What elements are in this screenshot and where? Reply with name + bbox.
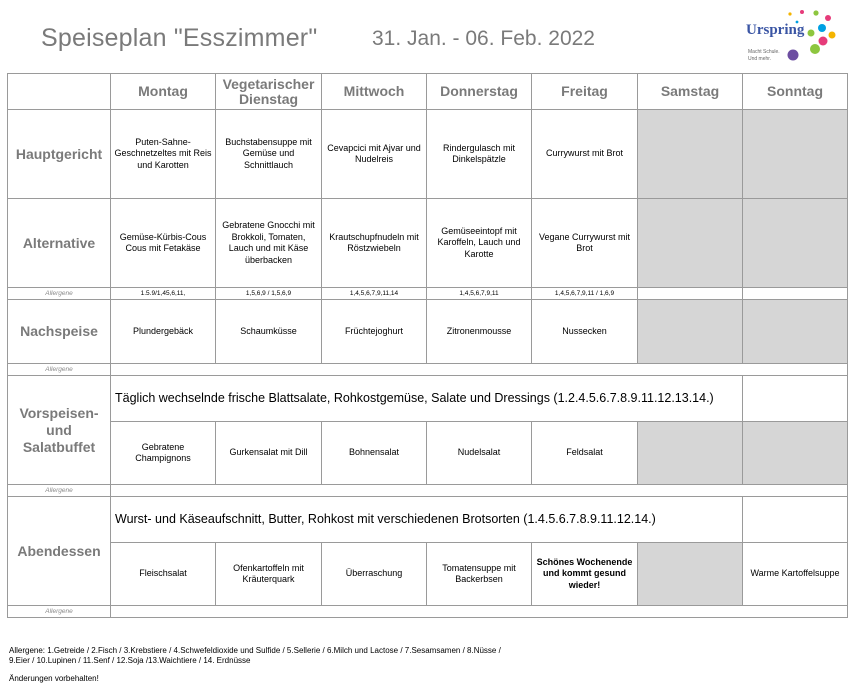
page-title: Speiseplan "Esszimmer": [41, 24, 318, 52]
menu-table: [7, 73, 848, 618]
urspring-logo: [742, 8, 838, 64]
empty-cell: [743, 497, 848, 543]
meal-cell: Plundergebäck: [111, 300, 216, 364]
day-header-monday: Montag: [111, 74, 216, 110]
meal-cell: Schaumküsse: [216, 300, 322, 364]
alternative-row: [8, 199, 848, 288]
weekend-cell: [743, 422, 848, 485]
meal-cell: Vegane Currywurst mit Brot: [532, 199, 638, 288]
meal-cell: Cevapcici mit Ajvar und Nudelreis: [322, 110, 427, 199]
day-header-sunday: Sonntag: [743, 74, 848, 110]
abendessen-daily-row: [8, 497, 848, 543]
meal-cell: Puten-Sahne-Geschnetzeltes mit Reis und Karotten: [111, 110, 216, 199]
weekend-cell: [638, 543, 743, 606]
meal-cell: Buchstabensuppe mit Gemüse und Schnittlauch: [216, 110, 322, 199]
meal-cell: Gemüse-Kürbis-Cous Cous mit Fetakäse: [111, 199, 216, 288]
allergen-row: [8, 288, 848, 300]
row-label-nachspeise: Nachspeise: [8, 300, 111, 364]
meal-cell: Nussecken: [532, 300, 638, 364]
weekend-cell: [638, 110, 743, 199]
empty-cell: [743, 376, 848, 422]
weekend-cell: [638, 422, 743, 485]
vorspeisen-daily-row: [8, 376, 848, 422]
allergen-codes: 1,5,6,9 / 1,5,6,9: [216, 288, 322, 300]
row-label-hauptgericht: Hauptgericht: [8, 110, 111, 199]
meal-cell: Feldsalat: [532, 422, 638, 485]
meal-cell: Bohnensalat: [322, 422, 427, 485]
corner-cell: [8, 74, 111, 110]
allergen-row: [8, 364, 848, 376]
day-header-friday: Freitag: [532, 74, 638, 110]
row-label-abendessen: Abendessen: [8, 497, 111, 606]
meal-cell: Fleischsalat: [111, 543, 216, 606]
meal-cell: Warme Kartoffelsuppe: [743, 543, 848, 606]
changes-note: Änderungen vorbehalten!: [9, 674, 99, 683]
date-range: 31. Jan. - 06. Feb. 2022: [372, 27, 595, 50]
logo-tagline: Macht Schule.: [748, 49, 780, 55]
logo-tagline: Und mehr.: [748, 56, 772, 62]
hauptgericht-row: [8, 110, 848, 199]
meal-cell: Früchtejoghurt: [322, 300, 427, 364]
weekend-cell: [638, 300, 743, 364]
allergen-codes: 1.5.9/1,45,6,11,: [111, 288, 216, 300]
meal-cell: Nudelsalat: [427, 422, 532, 485]
weekend-cell: [743, 199, 848, 288]
allergen-codes: [111, 485, 848, 497]
weekend-cell: [743, 110, 848, 199]
row-label-alternative: Alternative: [8, 199, 111, 288]
salad-daily-text: Täglich wechselnde frische Blattsalate, Rohkostgemüse, Salate und Dressings (1.2.4.5.6.7.8.9.11.12.13.14.): [111, 376, 743, 422]
meal-cell: Gurkensalat mit Dill: [216, 422, 322, 485]
allergen-legend: 9.Eier / 10.Lupinen / 11.Senf / 12.Soja /13.Waichtiere / 14. Erdnüsse: [9, 656, 251, 665]
allergen-legend: Allergene: 1.Getreide / 2.Fisch / 3.Krebstiere / 4.Schwefeldioxide und Sulfide / 5.Sellerie / 6.Milch und Lactose / 7.Sesamsamen / 8.Nüsse /: [9, 646, 501, 655]
weekend-cell: [743, 300, 848, 364]
vorspeisen-row: [8, 422, 848, 485]
allergen-codes: [111, 606, 848, 618]
allergen-row: [8, 485, 848, 497]
allergen-label: Allergene: [8, 288, 111, 300]
dinner-daily-text: Wurst- und Käseaufschnitt, Butter, Rohkost mit verschiedenen Brotsorten (1.4.5.6.7.8.9.11.12.14.): [111, 497, 743, 543]
meal-cell: Tomatensuppe mit Backerbsen: [427, 543, 532, 606]
allergen-row: [8, 606, 848, 618]
meal-cell: Zitronenmousse: [427, 300, 532, 364]
row-label-vorspeisen: Vorspeisen- und Salatbuffet: [8, 376, 111, 485]
header-row: [8, 74, 848, 110]
meal-cell: Ofenkartoffeln mit Kräuterquark: [216, 543, 322, 606]
meal-cell: Gebratene Champignons: [111, 422, 216, 485]
weekend-cell: [638, 199, 743, 288]
meal-cell: Gemüseeintopf mit Karoffeln, Lauch und Karotte: [427, 199, 532, 288]
allergen-label: Allergene: [8, 364, 111, 376]
allergen-label: Allergene: [8, 606, 111, 618]
allergen-codes: [111, 364, 848, 376]
nachspeise-row: [8, 300, 848, 364]
allergen-label: Allergene: [8, 485, 111, 497]
allergen-codes: [743, 288, 848, 300]
logo-text: Urspring: [746, 22, 805, 38]
allergen-codes: 1,4,5,6,7,9,11 / 1,6,9: [532, 288, 638, 300]
meal-cell: Currywurst mit Brot: [532, 110, 638, 199]
day-header-tuesday: Vegetarischer Dienstag: [216, 74, 322, 110]
allergen-codes: [638, 288, 743, 300]
meal-cell: Rindergulasch mit Dinkelspätzle: [427, 110, 532, 199]
allergen-codes: 1,4,5,6,7,9,11: [427, 288, 532, 300]
day-header-wednesday: Mittwoch: [322, 74, 427, 110]
meal-cell: Gebratene Gnocchi mit Brokkoli, Tomaten, Lauch und mit Käse überbacken: [216, 199, 322, 288]
day-header-saturday: Samstag: [638, 74, 743, 110]
allergen-codes: 1,4,5,6,7,9,11,14: [322, 288, 427, 300]
meal-cell: Überraschung: [322, 543, 427, 606]
meal-cell: Krautschupfnudeln mit Röstzwiebeln: [322, 199, 427, 288]
abendessen-row: [8, 543, 848, 606]
weekend-greeting: Schönes Wochenende und kommt gesund wieder!: [532, 543, 638, 606]
day-header-thursday: Donnerstag: [427, 74, 532, 110]
